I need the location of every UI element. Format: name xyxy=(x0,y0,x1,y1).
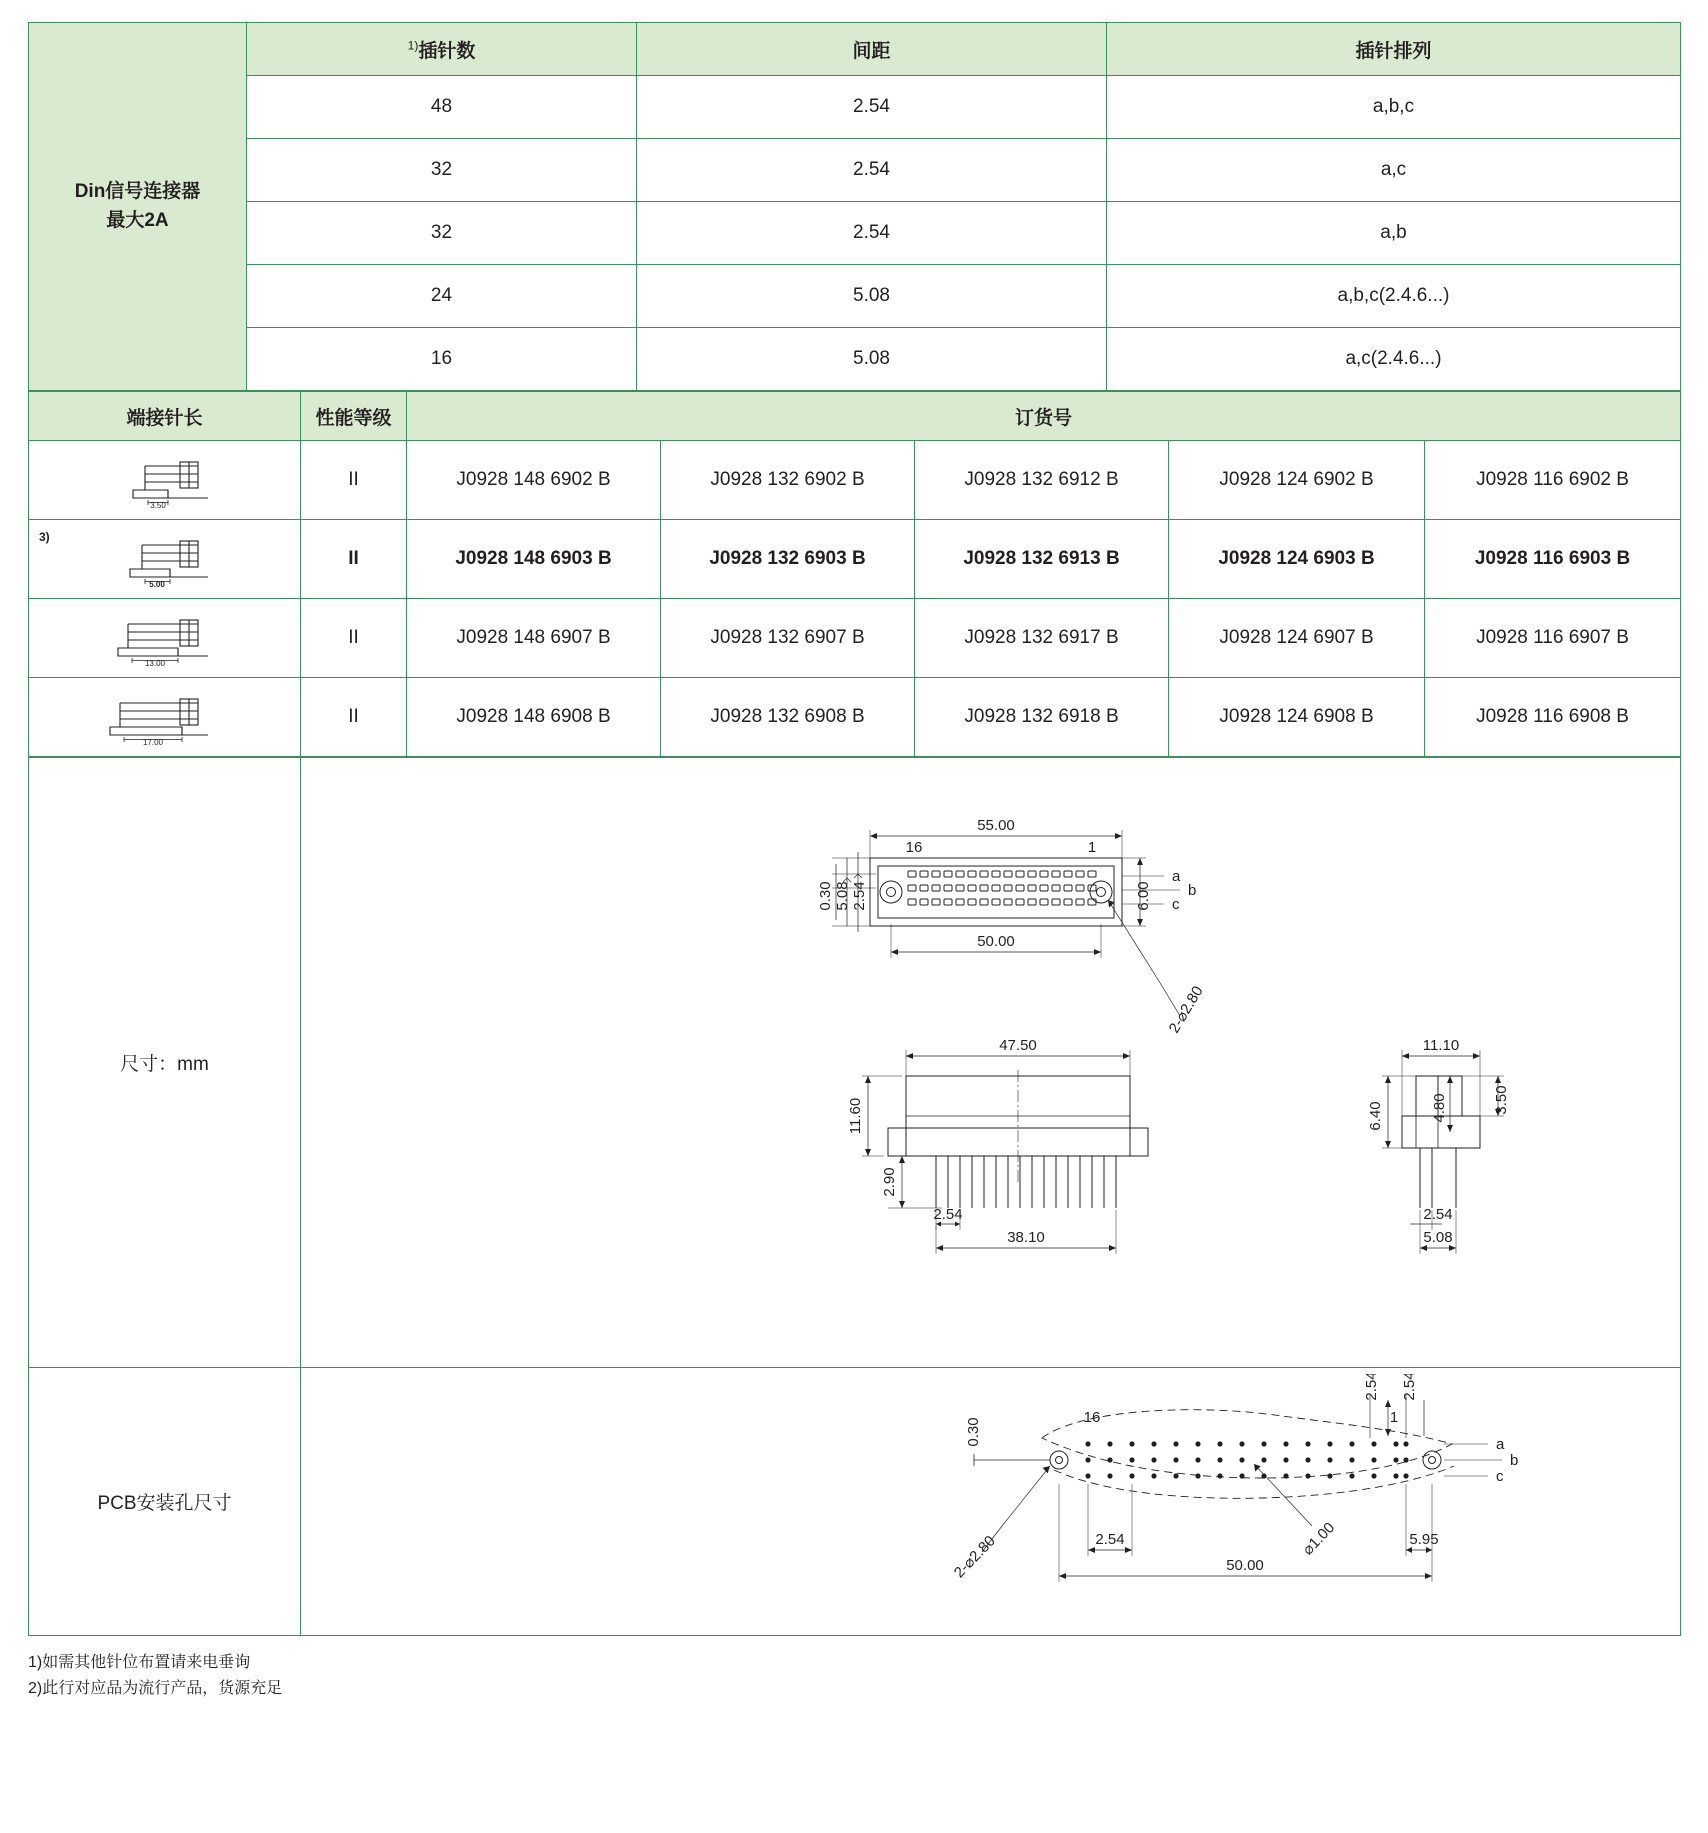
spec-header-pitch: 间距 xyxy=(637,23,1107,76)
row-label-a: a xyxy=(1171,868,1180,885)
dimensions-label: 尺寸：mm xyxy=(29,758,301,1368)
order-number-cell: J0928 132 6917 B xyxy=(915,599,1169,678)
pin-length-value: 5.00 xyxy=(148,580,165,587)
dim-11-10: 11.10 xyxy=(1422,1037,1459,1054)
row-label-b: b xyxy=(1187,882,1196,899)
dim-5-95: 5.95 xyxy=(1408,1531,1439,1548)
spec-row xyxy=(29,202,1681,265)
pin-length-13-00-icon xyxy=(29,599,301,678)
spec-header-pin-count-label: 插针数 xyxy=(418,40,476,62)
pcb-pin-index-16: 16 xyxy=(1083,1409,1100,1426)
dim-4-80: 4.80 xyxy=(1430,1093,1448,1123)
grade-cell: II xyxy=(301,441,407,520)
spec-table xyxy=(28,22,1681,391)
spec-row-label-line2: 最大2A xyxy=(106,209,169,231)
spec-cell-pin-count: 48 xyxy=(247,76,637,139)
order-number-cell: J0928 148 6903 B xyxy=(407,520,661,599)
dim-2-54: 2.54 xyxy=(850,881,868,911)
pin-length-value: 13.00 xyxy=(144,659,165,666)
spec-cell-pitch: 5.08 xyxy=(637,265,1107,328)
pin-diagram xyxy=(90,531,240,587)
dim-2-54-pitch: 2.54 xyxy=(932,1206,963,1223)
spec-cell-pin-count: 24 xyxy=(247,265,637,328)
pcb-drawing-svg xyxy=(302,1374,1680,1624)
order-number-cell: J0928 132 6918 B xyxy=(915,678,1169,757)
spec-cell-arrangement: a,c(2.4.6...) xyxy=(1107,328,1681,391)
table-row xyxy=(29,599,1681,678)
spec-cell-arrangement: a,b,c(2.4.6...) xyxy=(1107,265,1681,328)
table-row xyxy=(29,441,1681,520)
table-row xyxy=(29,678,1681,757)
footnote-2: 2)此行对应品为流行产品，货源充足 xyxy=(28,1680,283,1698)
dim-6-00: 6.00 xyxy=(1134,881,1152,911)
row-label-c: c xyxy=(1171,896,1179,913)
drawing-table xyxy=(28,757,1681,1636)
dim-0-30-pcb: 0.30 xyxy=(964,1417,982,1447)
pin-index-1: 1 xyxy=(1087,839,1096,856)
spec-header-row xyxy=(29,23,1681,76)
order-number-cell: J0928 116 6907 B xyxy=(1425,599,1681,678)
dim-50-00-pcb: 50.00 xyxy=(1225,1557,1264,1574)
order-header-order-no: 订货号 xyxy=(407,392,1681,441)
order-number-cell: J0928 148 6902 B xyxy=(407,441,661,520)
grade-cell: II xyxy=(301,599,407,678)
pcb-label: PCB安装孔尺寸 xyxy=(29,1368,301,1636)
pcb-drawing xyxy=(301,1368,1681,1636)
dim-5-08: 5.08 xyxy=(833,881,851,911)
spec-cell-pitch: 5.08 xyxy=(637,328,1107,391)
dim-6-40: 6.40 xyxy=(1366,1101,1384,1131)
order-number-cell: J0928 116 6908 B xyxy=(1425,678,1681,757)
spec-cell-pitch: 2.54 xyxy=(637,139,1107,202)
pcb-pin-index-1: 1 xyxy=(1389,1409,1398,1426)
table-row xyxy=(29,520,1681,599)
dim-55-00: 55.00 xyxy=(976,817,1015,834)
spec-row xyxy=(29,265,1681,328)
dim-3-50: 3.50 xyxy=(1492,1085,1510,1115)
pcb-row-label-b: b xyxy=(1509,1452,1518,1469)
order-header-pin-length: 端接针长 xyxy=(29,392,301,441)
order-number-cell: J0928 124 6903 B xyxy=(1169,520,1425,599)
dimension-drawing xyxy=(301,758,1681,1368)
pcb-hole-callout: 2-⌀2.80 xyxy=(950,1532,999,1582)
spec-cell-pitch: 2.54 xyxy=(637,76,1107,139)
pin-diagram xyxy=(90,452,240,508)
dim-2-54-side: 2.54 xyxy=(1422,1206,1453,1223)
dim-2-54-pcb-top2: 2.54 xyxy=(1400,1374,1418,1401)
grade-cell: II xyxy=(301,520,407,599)
order-number-cell: J0928 132 6902 B xyxy=(661,441,915,520)
order-number-cell: J0928 132 6908 B xyxy=(661,678,915,757)
spec-row xyxy=(29,139,1681,202)
footnotes xyxy=(28,1650,1680,1703)
order-number-cell: J0928 132 6912 B xyxy=(915,441,1169,520)
pin-length-value: 3.50 xyxy=(149,501,166,508)
dim-2-54-pcb-top1: 2.54 xyxy=(1362,1374,1380,1401)
spec-cell-arrangement: a,b,c xyxy=(1107,76,1681,139)
order-number-cell: J0928 124 6908 B xyxy=(1169,678,1425,757)
dim-5-08-side: 5.08 xyxy=(1422,1229,1453,1246)
dim-50-00: 50.00 xyxy=(976,933,1015,950)
mechanical-drawing-svg xyxy=(302,764,1680,1356)
order-number-cell: J0928 124 6907 B xyxy=(1169,599,1425,678)
order-number-cell: J0928 148 6908 B xyxy=(407,678,661,757)
order-number-cell: J0928 148 6907 B xyxy=(407,599,661,678)
pin-length-5-00-icon xyxy=(29,520,301,599)
order-number-cell: J0928 132 6907 B xyxy=(661,599,915,678)
spec-cell-pin-count: 32 xyxy=(247,139,637,202)
dim-2-54-pcb-bottom: 2.54 xyxy=(1094,1531,1125,1548)
spec-row-label xyxy=(29,23,247,391)
footnote-ref-3: 3) xyxy=(39,530,50,544)
dimensions-row xyxy=(29,758,1681,1368)
dim-47-50: 47.50 xyxy=(998,1037,1037,1054)
spec-header-arrangement: 插针排列 xyxy=(1107,23,1681,76)
spec-cell-pitch: 2.54 xyxy=(637,202,1107,265)
pcb-row-label-a: a xyxy=(1495,1436,1504,1453)
spec-cell-pin-count: 16 xyxy=(247,328,637,391)
spec-header-pin-count xyxy=(247,23,637,76)
dim-11-60: 11.60 xyxy=(846,1097,864,1135)
dim-38-10: 38.10 xyxy=(1006,1229,1045,1246)
spec-cell-arrangement: a,c xyxy=(1107,139,1681,202)
pcb-row-label-c: c xyxy=(1495,1468,1503,1485)
pin-length-17-00-icon xyxy=(29,678,301,757)
order-number-cell: J0928 124 6902 B xyxy=(1169,441,1425,520)
spec-cell-pin-count: 32 xyxy=(247,202,637,265)
pcb-row xyxy=(29,1368,1681,1636)
pin-index-16: 16 xyxy=(905,839,922,856)
spec-row xyxy=(29,328,1681,391)
spec-row-label-line1: Din信号连接器 xyxy=(74,181,201,202)
dim-0-30: 0.30 xyxy=(816,881,834,911)
spec-cell-arrangement: a,b xyxy=(1107,202,1681,265)
footnote-ref-1: 1) xyxy=(407,38,419,53)
dim-2-90: 2.90 xyxy=(880,1167,898,1197)
order-header-grade: 性能等级 xyxy=(301,392,407,441)
order-number-cell: J0928 132 6913 B xyxy=(915,520,1169,599)
order-table xyxy=(28,391,1681,757)
order-number-cell: J0928 116 6903 B xyxy=(1425,520,1681,599)
order-number-cell: J0928 132 6903 B xyxy=(661,520,915,599)
pin-length-3-50-icon xyxy=(29,441,301,520)
footnote-1: 1)如需其他针位布置请来电垂询 xyxy=(28,1654,251,1671)
spec-row xyxy=(29,76,1681,139)
pcb-hole-small: ⌀1.00 xyxy=(1298,1519,1338,1559)
order-number-cell: J0928 116 6902 B xyxy=(1425,441,1681,520)
order-header-row xyxy=(29,392,1681,441)
pin-diagram xyxy=(90,689,240,745)
pin-length-value: 17.00 xyxy=(142,738,163,745)
hole-callout-2-80: 2-⌀2.80 xyxy=(1165,983,1207,1037)
grade-cell: II xyxy=(301,678,407,757)
pin-diagram xyxy=(90,610,240,666)
